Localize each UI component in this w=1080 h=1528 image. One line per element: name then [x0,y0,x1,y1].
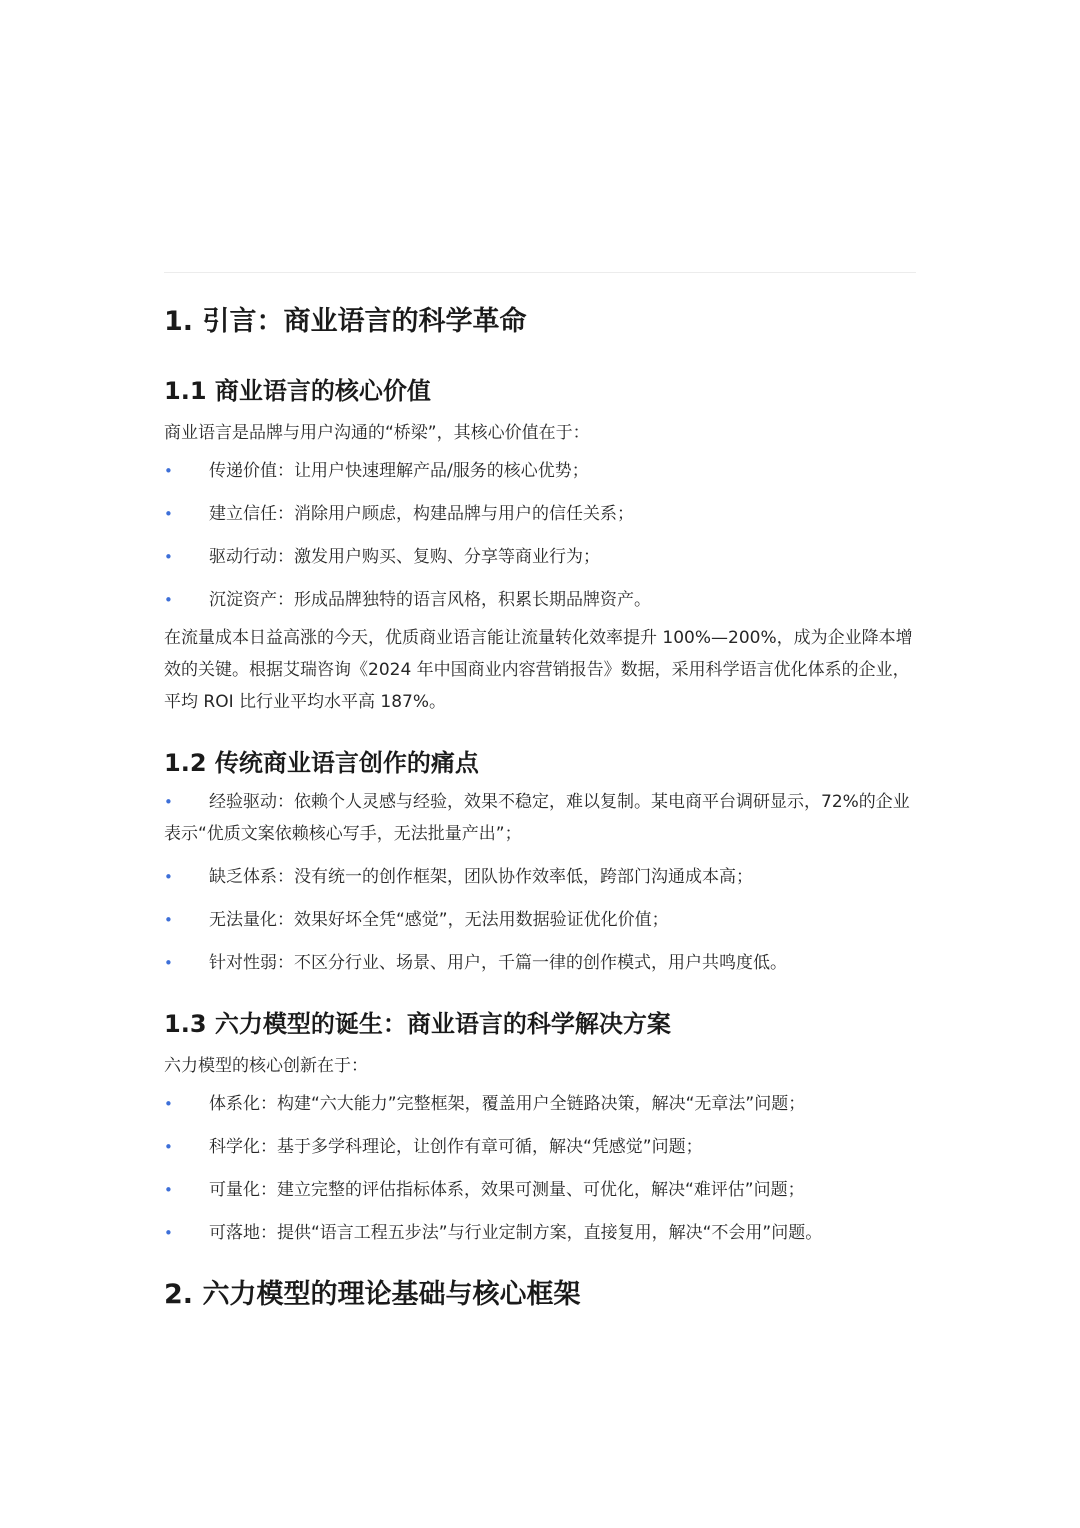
bullet-icon: • [164,591,173,609]
list-item [164,947,916,979]
list-item-text: 体系化：构建“六大能力”完整框架，覆盖用户全链路决策，解决“无章法”问题； [209,1094,806,1114]
list-item [164,1131,916,1163]
list-item-text: 传递价值：让用户快速理解产品/服务的核心优势； [209,461,589,481]
section-1-2-list [164,786,916,979]
list-item [164,786,916,850]
section-2-heading: 2. 六力模型的理论基础与核心框架 [164,1279,581,1310]
list-item-text: 沉淀资产：形成品牌独特的语言风格，积累长期品牌资产。 [209,590,651,610]
section-1-1-heading: 1.1 商业语言的核心价值 [164,377,431,405]
document-content [164,300,916,1315]
list-item [164,1217,916,1249]
list-item [164,1174,916,1206]
list-item [164,1088,916,1120]
bullet-icon: • [164,1138,173,1156]
section-1-2-heading: 1.2 传统商业语言创作的痛点 [164,749,479,777]
list-item [164,904,916,936]
list-item-text: 科学化：基于多学科理论，让创作有章可循，解决“凭感觉”问题； [209,1137,703,1157]
section-1-3-intro: 六力模型的核心创新在于： [164,1056,368,1076]
list-item-text: 经验驱动：依赖个人灵感与经验，效果不稳定，难以复制。某电商平台调研显示，72%的企业表示“优质文案依赖核心写手，无法批量产出”； [164,792,910,844]
list-item-text: 无法量化：效果好坏全凭“感觉”，无法用数据验证优化价值； [209,910,669,930]
bullet-icon: • [164,868,173,886]
list-item-text: 缺乏体系：没有统一的创作框架，团队协作效率低，跨部门沟通成本高； [209,867,753,887]
section-1-1-intro: 商业语言是品牌与用户沟通的“桥梁”，其核心价值在于： [164,423,590,443]
bullet-icon: • [164,911,173,929]
bullet-icon: • [164,1095,173,1113]
bullet-icon: • [164,1224,173,1242]
top-divider [164,272,916,273]
bullet-icon: • [164,462,173,480]
section-1-3-heading: 1.3 六力模型的诞生：商业语言的科学解决方案 [164,1010,671,1038]
bullet-icon: • [164,505,173,523]
section-1-1-list [164,455,916,616]
list-item-text: 针对性弱：不区分行业、场景、用户，千篇一律的创作模式，用户共鸣度低。 [209,953,787,973]
section-1-1-outro: 在流量成本日益高涨的今天，优质商业语言能让流量转化效率提升 100%—200%，成为企业降本增效的关键。根据艾瑞咨询《2024 年中国商业内容营销报告》数据，采用科学语言优化体系的企业，平均 ROI 比行业平均水平高 187%。 [164,628,913,712]
list-item [164,584,916,616]
bullet-icon: • [164,954,173,972]
list-item-text: 可量化：建立完整的评估指标体系，效果可测量、可优化，解决“难评估”问题； [209,1180,805,1200]
bullet-icon: • [164,1181,173,1199]
section-1-3-list [164,1088,916,1249]
section-1-heading: 1. 引言：商业语言的科学革命 [164,306,527,337]
list-item-text: 驱动行动：激发用户购买、复购、分享等商业行为； [209,547,600,567]
bullet-icon: • [164,793,173,811]
list-item [164,455,916,487]
list-item-text: 可落地：提供“语言工程五步法”与行业定制方案，直接复用，解决“不会用”问题。 [209,1223,823,1243]
list-item [164,861,916,893]
bullet-icon: • [164,548,173,566]
list-item [164,498,916,530]
list-item-text: 建立信任：消除用户顾虑，构建品牌与用户的信任关系； [209,504,634,524]
list-item [164,541,916,573]
